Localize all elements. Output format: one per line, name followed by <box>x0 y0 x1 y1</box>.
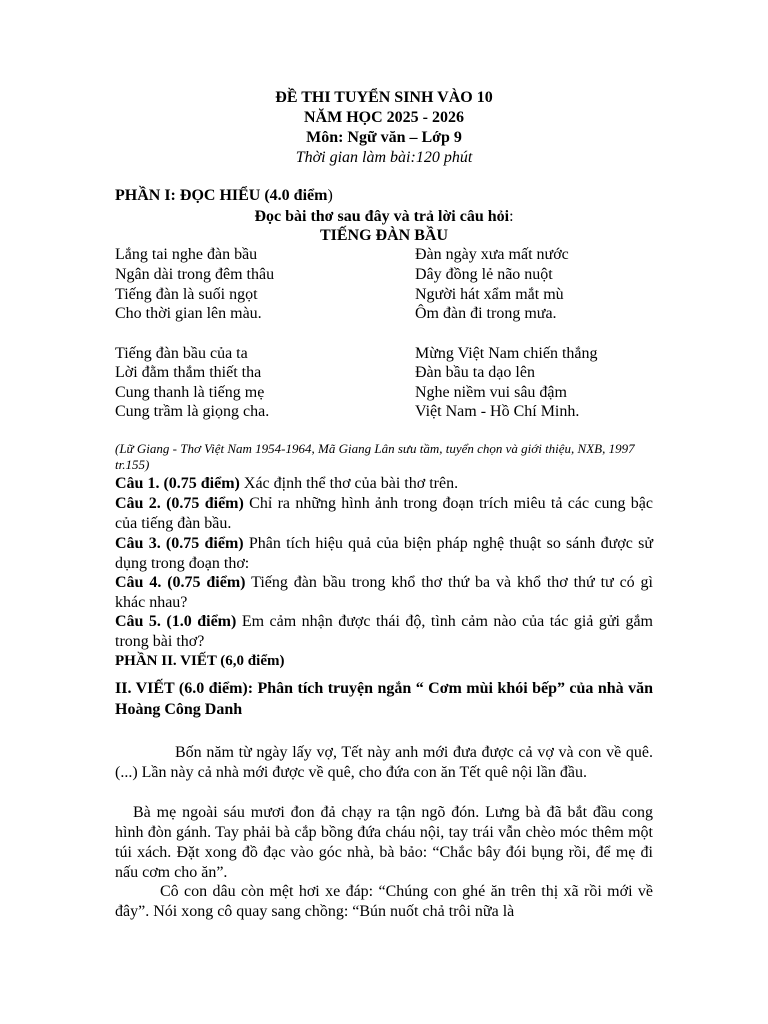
reading-instruction-colon: : <box>509 208 514 225</box>
poem-line: Nghe niềm vui sâu đậm <box>415 384 567 401</box>
poem-line: Cung thanh là tiếng mẹ <box>115 384 265 401</box>
poem-line: Cung trầm là giọng cha. <box>115 403 270 420</box>
question-text: Chỉ ra những hình ảnh trong đoạn trích miêu tả các cung bậc của tiếng đàn bầu. <box>115 495 653 532</box>
question-4 <box>115 573 653 613</box>
poem-line: Cho thời gian lên màu. <box>115 305 262 322</box>
poem-line: Lắng tai nghe đàn bầu <box>115 246 258 263</box>
time-limit: Thời gian làm bài:120 phút <box>295 149 473 166</box>
reading-instruction <box>0 207 768 227</box>
story-paragraph: Cô con dâu còn mệt hơi xe đáp: “Chúng con ghé ăn trên thị xã rồi mới về đây”. Nói xong cô quay sang chồng: “Bún nuốt chả trôi nữa là <box>115 883 653 920</box>
question-label: Câu 2. (0.75 điểm) <box>115 495 244 512</box>
story-paragraph: Bốn năm từ ngày lấy vợ, Tết này anh mới đưa được cả vợ và con về quê. (...) Lần này cả nhà mới được về quê, cho đứa con ăn Tết quê nội lần đầu. <box>115 744 653 781</box>
poem-line: Đàn bầu ta dạo lên <box>415 364 535 381</box>
question-label: Câu 1. (0.75 điểm) <box>115 475 240 492</box>
question-label: Câu 4. (0.75 điểm) <box>115 574 246 591</box>
poem-line: Người hát xẩm mắt mù <box>415 286 564 303</box>
poem-source: (Lữ Giang - Thơ Việt Nam 1954-1964, Mã Giang Lân sưu tầm, tuyển chọn và giới thiệu, NXB, 1997 tr.155) <box>115 441 635 472</box>
poem-line: Tiếng đàn là suối ngọt <box>115 286 258 303</box>
question-1 <box>115 474 653 494</box>
question-2 <box>115 494 653 534</box>
school-year: NĂM HỌC 2025 - 2026 <box>304 109 464 126</box>
part1-heading-paren: ) <box>327 187 333 204</box>
question-5 <box>115 612 653 652</box>
part1-heading-text: PHẦN I: ĐỌC HIỂU (4.0 điểm <box>115 187 328 204</box>
poem-line: Ôm đàn đi trong mưa. <box>415 305 557 322</box>
poem-line: Việt Nam - Hồ Chí Minh. <box>415 403 580 420</box>
question-label: Câu 5. (1.0 điểm) <box>115 613 237 630</box>
question-text: Em cảm nhận được thái độ, tình cảm nào của tác giả gửi gắm trong bài thơ? <box>115 613 653 650</box>
question-label: Câu 3. (0.75 điểm) <box>115 535 244 552</box>
question-text: Phân tích hiệu quả của biện pháp nghệ thuật so sánh được sử dụng trong đoạn thơ: <box>115 535 653 572</box>
poem-line: Mừng Việt Nam chiến thắng <box>415 345 598 362</box>
poem-line: Đàn ngày xưa mất nước <box>415 246 569 263</box>
exam-title: ĐỀ THI TUYỂN SINH VÀO 10 <box>275 89 493 106</box>
poem-line: Ngân dài trong đêm thâu <box>115 266 275 283</box>
question-text: Tiếng đàn bầu trong khổ thơ thứ ba và khổ thơ thứ tư có gì khác nhau? <box>115 574 653 611</box>
poem-line: Tiếng đàn bầu của ta <box>115 345 248 362</box>
part2-heading: PHẦN II. VIẾT (6,0 điểm) <box>115 653 285 669</box>
story-paragraph: Bà mẹ ngoài sáu mươi đon đả chạy ra tận ngõ đón. Lưng bà đã bắt đầu cong hình đòn gánh. Tay phải bà cắp bồng đứa cháu nội, tay trái vẫn chèo móc thêm một túi xách. Đặt xong đồ đạc vào góc nhà, bà bảo: “Chắc bây đói bụng rồi, để mẹ đi nấu cơm cho ăn”. <box>115 804 653 881</box>
part1-heading <box>115 186 333 206</box>
writing-task: II. VIẾT (6.0 điểm): Phân tích truyện ngắn “ Cơm mùi khói bếp” của nhà văn Hoàng Công Danh <box>115 680 653 718</box>
question-text: Xác định thể thơ của bài thơ trên. <box>239 475 459 492</box>
poem-line: Lời đằm thắm thiết tha <box>115 364 262 381</box>
poem-title: TIẾNG ĐÀN BẦU <box>319 227 448 244</box>
subject-line: Môn: Ngữ văn – Lớp 9 <box>306 129 462 146</box>
question-3 <box>115 534 653 574</box>
poem-line: Dây đồng lẻ não nuột <box>415 266 553 283</box>
reading-instruction-text: Đọc bài thơ sau đây và trả lời câu hỏi <box>254 208 510 225</box>
